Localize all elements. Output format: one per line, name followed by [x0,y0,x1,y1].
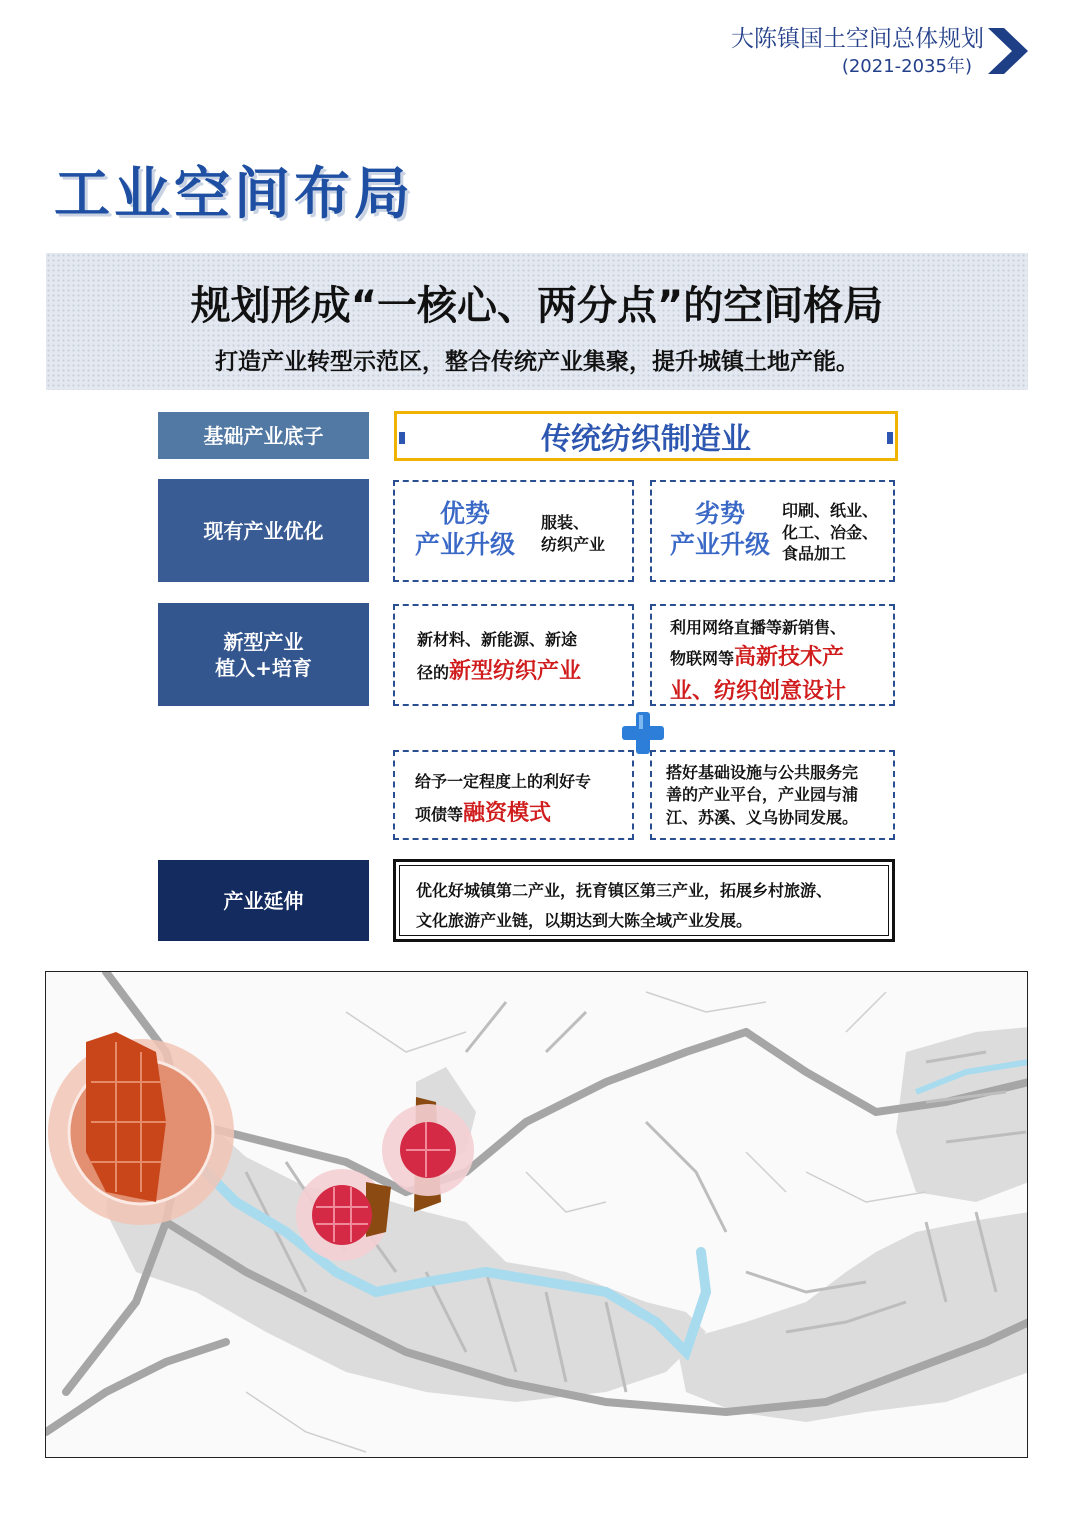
advantage-title-1: 优势 [439,499,490,528]
map-canvas [46,972,1028,1458]
extension-line2: 文化旅游产业链，以期达到大陈全域产业发展。 [416,911,753,931]
label-extend-industry: 产业延伸 [158,860,369,941]
disadvantage-items-1: 印刷、纸业、 [782,501,879,520]
disadvantage-title-2: 产业升级 [669,530,770,560]
document-period: (2021-2035年) [841,56,972,77]
advantage-items-1: 服装、 [541,513,590,532]
hightech-highlight-1: 高新技术产 [734,644,845,670]
advantage-title-2: 产业升级 [414,530,515,560]
label-optimize-industry: 现有产业优化 [158,479,369,582]
extension-inner-frame [399,865,889,936]
plus-icon [622,712,664,754]
platform-line3: 江、苏溪、义乌协同发展。 [666,807,859,827]
financing-highlight: 融资模式 [463,801,552,827]
platform-line1: 搭好基础设施与公共服务完 [666,763,859,782]
label-new-industry [158,603,369,706]
chevron-right-icon [988,28,1028,74]
financing-line1: 给予一定程度上的利好专 [415,772,592,791]
page-title: 工业空间布局 [54,162,414,227]
platform-box [650,750,895,840]
label-new-line2: 植入+培育 [215,655,312,680]
frame-tab-right [887,432,893,444]
disadvantage-title-1: 劣势 [694,499,745,528]
extension-line1: 优化好城镇第二产业，抚育镇区第三产业，拓展乡村旅游、 [416,881,833,900]
advantage-items-2: 纺织产业 [541,534,606,554]
label-new-line1: 新型产业 [223,629,304,654]
financing-prefix: 项债等 [415,805,464,825]
banner-heading: 规划形成“一核心、两分点”的空间格局 [190,283,884,329]
base-industry-box [394,411,898,461]
hightech-prefix: 物联网等 [670,648,735,668]
new-textile-prefix: 径的 [417,663,450,683]
advantage-upgrade-box [393,480,634,582]
disadvantage-upgrade-box [650,480,895,582]
new-textile-line1: 新材料、新能源、新途 [417,630,578,649]
base-industry-text: 传统纺织制造业 [541,422,751,457]
document-title: 大陈镇国土空间总体规划 [731,26,984,52]
new-textile-box [393,604,634,706]
subnode1-core [312,1185,372,1245]
hightech-line1: 利用网络直播等新销售、 [670,618,847,637]
financing-box [393,750,634,840]
hightech-highlight-2: 业、纺织创意设计 [670,678,847,704]
disadvantage-items-2: 化工、冶金、 [782,522,879,542]
label-base-industry: 基础产业底子 [158,412,369,459]
banner-subheading: 打造产业转型示范区，整合传统产业集聚，提升城镇土地产能。 [215,349,859,375]
platform-line2: 善的产业平台，产业园与浦 [666,785,859,805]
industry-extension-box [393,859,895,942]
disadvantage-items-3: 食品加工 [782,544,847,564]
frame-tab-left [399,432,405,444]
new-textile-highlight: 新型纺织产业 [449,659,582,685]
industrial-layout-map [45,971,1028,1458]
hightech-box [650,604,895,706]
